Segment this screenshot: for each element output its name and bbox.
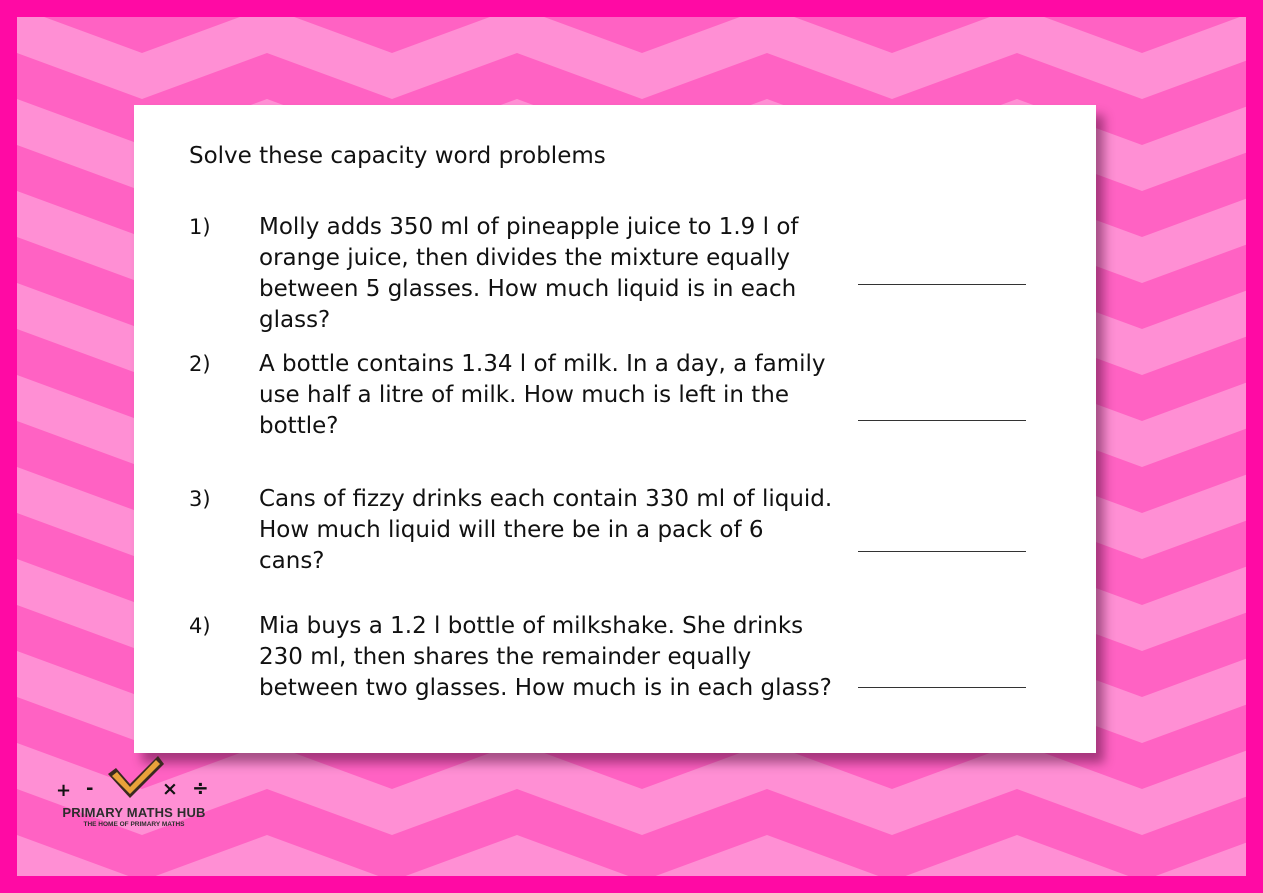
question-text: Mia buys a 1.2 l bottle of milkshake. She drinks 230 ml, then shares the remainder equally between two glasses. How much is in each glass?	[259, 613, 832, 701]
logo-tagline: THE HOME OF PRIMARY MATHS	[83, 821, 185, 828]
answer-line	[858, 284, 1026, 285]
minus-icon: -	[86, 778, 94, 799]
answer-line	[858, 687, 1026, 688]
question-number: 2)	[189, 352, 211, 376]
plus-icon: +	[56, 780, 72, 801]
question-number: 4)	[189, 614, 211, 638]
primary-maths-hub-logo	[44, 752, 224, 832]
worksheet-heading: Solve these capacity word problems	[189, 143, 606, 169]
question-text: Molly adds 350 ml of pineapple juice to 1.9 l of orange juice, then divides the mixture equally between 5 glasses. How much liquid is in each glass?	[259, 214, 799, 333]
checkmark-icon	[106, 754, 166, 800]
question-text: Cans of fizzy drinks each contain 330 ml of liquid. How much liquid will there be in a pack of 6 cans?	[259, 486, 833, 574]
answer-line	[858, 420, 1026, 421]
question-number: 1)	[189, 215, 211, 239]
worksheet-card	[134, 105, 1096, 753]
multiply-icon: ×	[162, 778, 178, 800]
divide-icon: ÷	[192, 776, 209, 800]
answer-line	[858, 551, 1026, 552]
question-number: 3)	[189, 487, 211, 511]
question-text: A bottle contains 1.34 l of milk. In a day, a family use half a litre of milk. How much is left in the bottle?	[259, 351, 826, 439]
logo-name: PRIMARY MATHS HUB	[62, 805, 206, 820]
